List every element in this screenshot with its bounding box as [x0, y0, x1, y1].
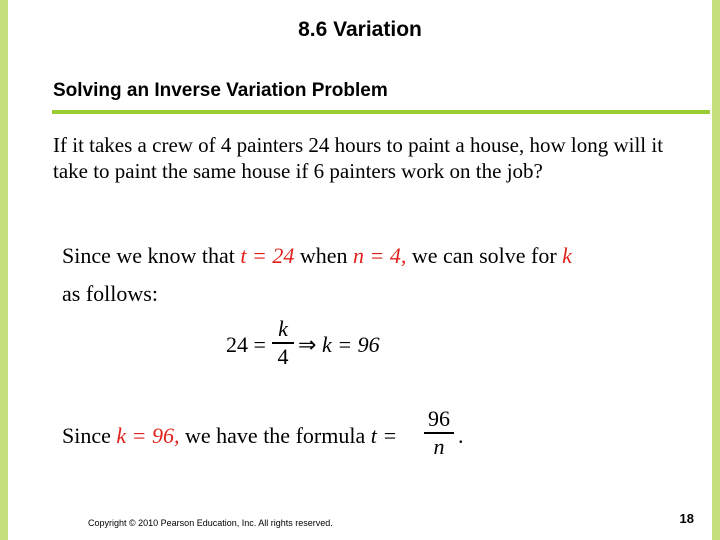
formula-fraction — [424, 407, 454, 459]
given-n: n = 4, — [353, 243, 407, 268]
line1-text-a: Since we know that — [62, 243, 241, 268]
title-divider — [52, 110, 710, 114]
problem-statement: If it takes a crew of 4 painters 24 hours to paint a house, how long will it take to paint the same house if 6 painters work on the job? — [53, 133, 664, 183]
formula-denominator: n — [433, 433, 445, 459]
slide-subtitle: Solving an Inverse Variation Problem — [53, 80, 388, 101]
formula-lhs: t = — [370, 423, 398, 448]
line3-text-a: Since — [62, 423, 117, 448]
line1-text-e: we can solve for — [406, 243, 563, 268]
eq1-fraction — [272, 317, 294, 369]
line1-text-c: when — [294, 243, 354, 268]
line3-text-c: we have the formula — [179, 423, 371, 448]
eq1-denominator: 4 — [277, 343, 289, 369]
solution-line-2: as follows: — [62, 281, 158, 306]
eq1-left: 24 = — [226, 332, 266, 357]
unknown-k: k — [562, 243, 572, 268]
right-accent-bar — [712, 0, 720, 540]
solution-line-1 — [62, 243, 572, 269]
formula-numerator: 96 — [428, 406, 450, 431]
page-number: 18 — [679, 511, 694, 526]
slide-title: 8.6 Variation — [298, 18, 422, 41]
formula-period: . — [458, 423, 464, 448]
implies-symbol: ⇒ — [298, 332, 317, 357]
eq1-result: k = 96 — [322, 332, 380, 357]
eq1-numerator: k — [278, 316, 288, 341]
solution-line-3 — [62, 423, 397, 449]
left-accent-bar — [0, 0, 8, 540]
given-t: t = 24 — [240, 243, 295, 268]
k-value: k = 96, — [116, 423, 180, 448]
copyright-footer: Copyright © 2010 Pearson Education, Inc. All rights reserved. — [88, 518, 333, 528]
